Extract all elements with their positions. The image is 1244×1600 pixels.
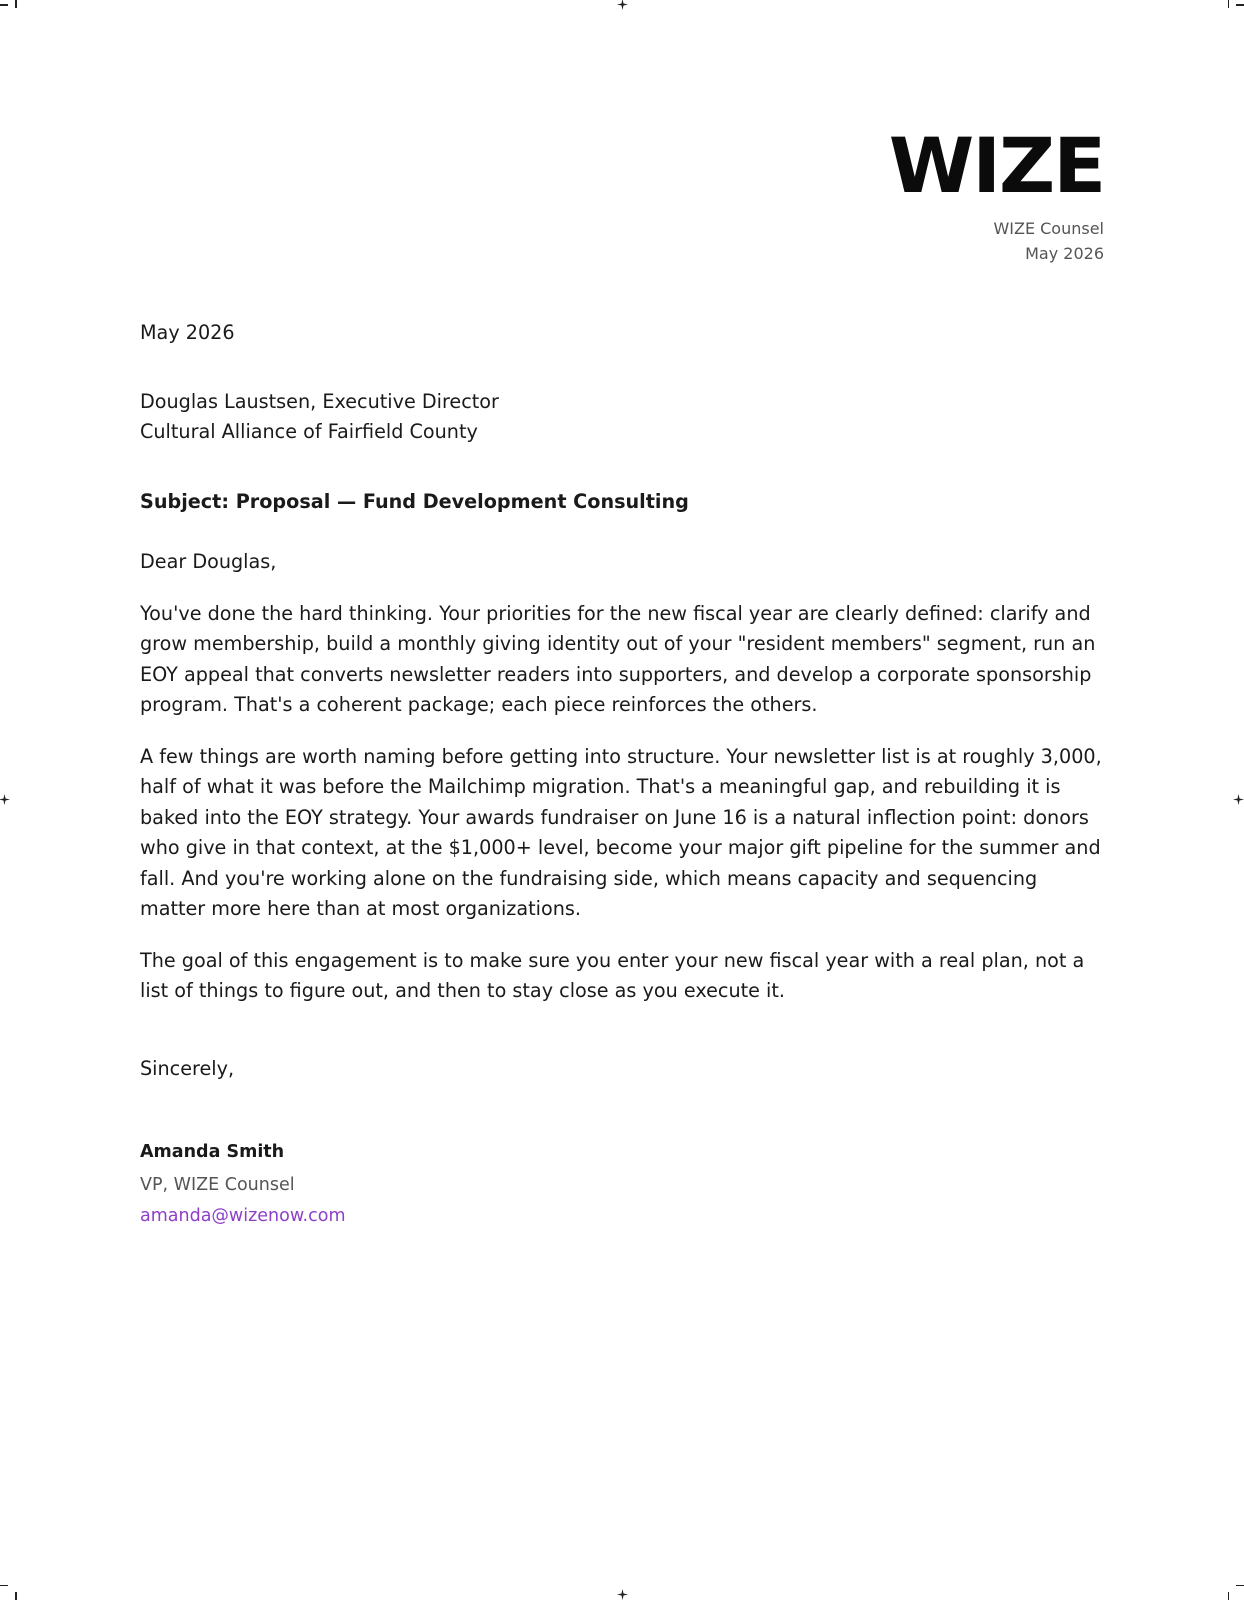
registration-mark-left: [0, 794, 10, 805]
signature-name: Amanda Smith: [140, 1142, 285, 1162]
wize-logo: WIZE: [888, 121, 1104, 210]
crop-mark-bottom-right-h: [1236, 1585, 1244, 1587]
recipient-name-title: Douglas Laustsen, Executive Director: [140, 389, 499, 413]
body-paragraph-1: You've done the hard thinking. Your priorities for the new fiscal year are clearly defined: clarify and grow membership, build a monthly giving identity out of your "resident members" segment, run an EOY appeal that converts newsletter readers into supporters, and develop a corporate sponsorship program. That's a coherent package; each piece reinforces the others.: [140, 601, 1096, 716]
body-paragraph-2: A few things are worth naming before getting into structure. Your newsletter list is at roughly 3,000, half of what it was before the Mailchimp migration. That's a meaningful gap, and rebuilding it is baked into the EOY strategy. Your awards fundraiser on June 16 is a natural inflection point: donors who give in that context, at the $1,000+ level, become your major gift pipeline for the summer and fall. And you're working alone on the fundraising side, which means capacity and sequencing matter more here than at most organizations.: [140, 744, 1102, 920]
letterhead-company: WIZE Counsel: [993, 219, 1104, 238]
letter-date: May 2026: [140, 321, 235, 344]
crop-mark-top-right-h: [1236, 4, 1244, 6]
letterhead-date: May 2026: [1025, 244, 1104, 263]
salutation: Dear Douglas,: [140, 550, 277, 573]
body-paragraph-3: The goal of this engagement is to make sure you enter your new fiscal year with a real plan, not a list of things to figure out, and then to stay close as you execute it.: [140, 948, 1085, 1002]
crop-mark-top-left-h: [0, 4, 8, 6]
subject-line: Subject: Proposal — Fund Development Consulting: [140, 489, 689, 513]
registration-mark-right: [1233, 794, 1244, 805]
recipient-organization: Cultural Alliance of Fairfield County: [140, 420, 478, 443]
crop-mark-bottom-right-v: [1228, 1592, 1230, 1600]
crop-mark-bottom-left-h: [0, 1585, 8, 1587]
registration-mark-bottom: [617, 1589, 628, 1600]
recipient-block: [140, 387, 1104, 448]
crop-mark-top-right-v: [1228, 0, 1230, 8]
crop-mark-bottom-left-v: [15, 1592, 17, 1600]
signature-email-link[interactable]: amanda@wizenow.com: [140, 1206, 346, 1226]
closing: Sincerely,: [140, 1056, 235, 1080]
letterhead: [888, 121, 1104, 266]
letter-body: [140, 318, 1104, 1231]
signature-title: VP, WIZE Counsel: [140, 1175, 295, 1195]
crop-mark-top-left-v: [15, 0, 17, 8]
registration-mark-top: [617, 0, 628, 10]
